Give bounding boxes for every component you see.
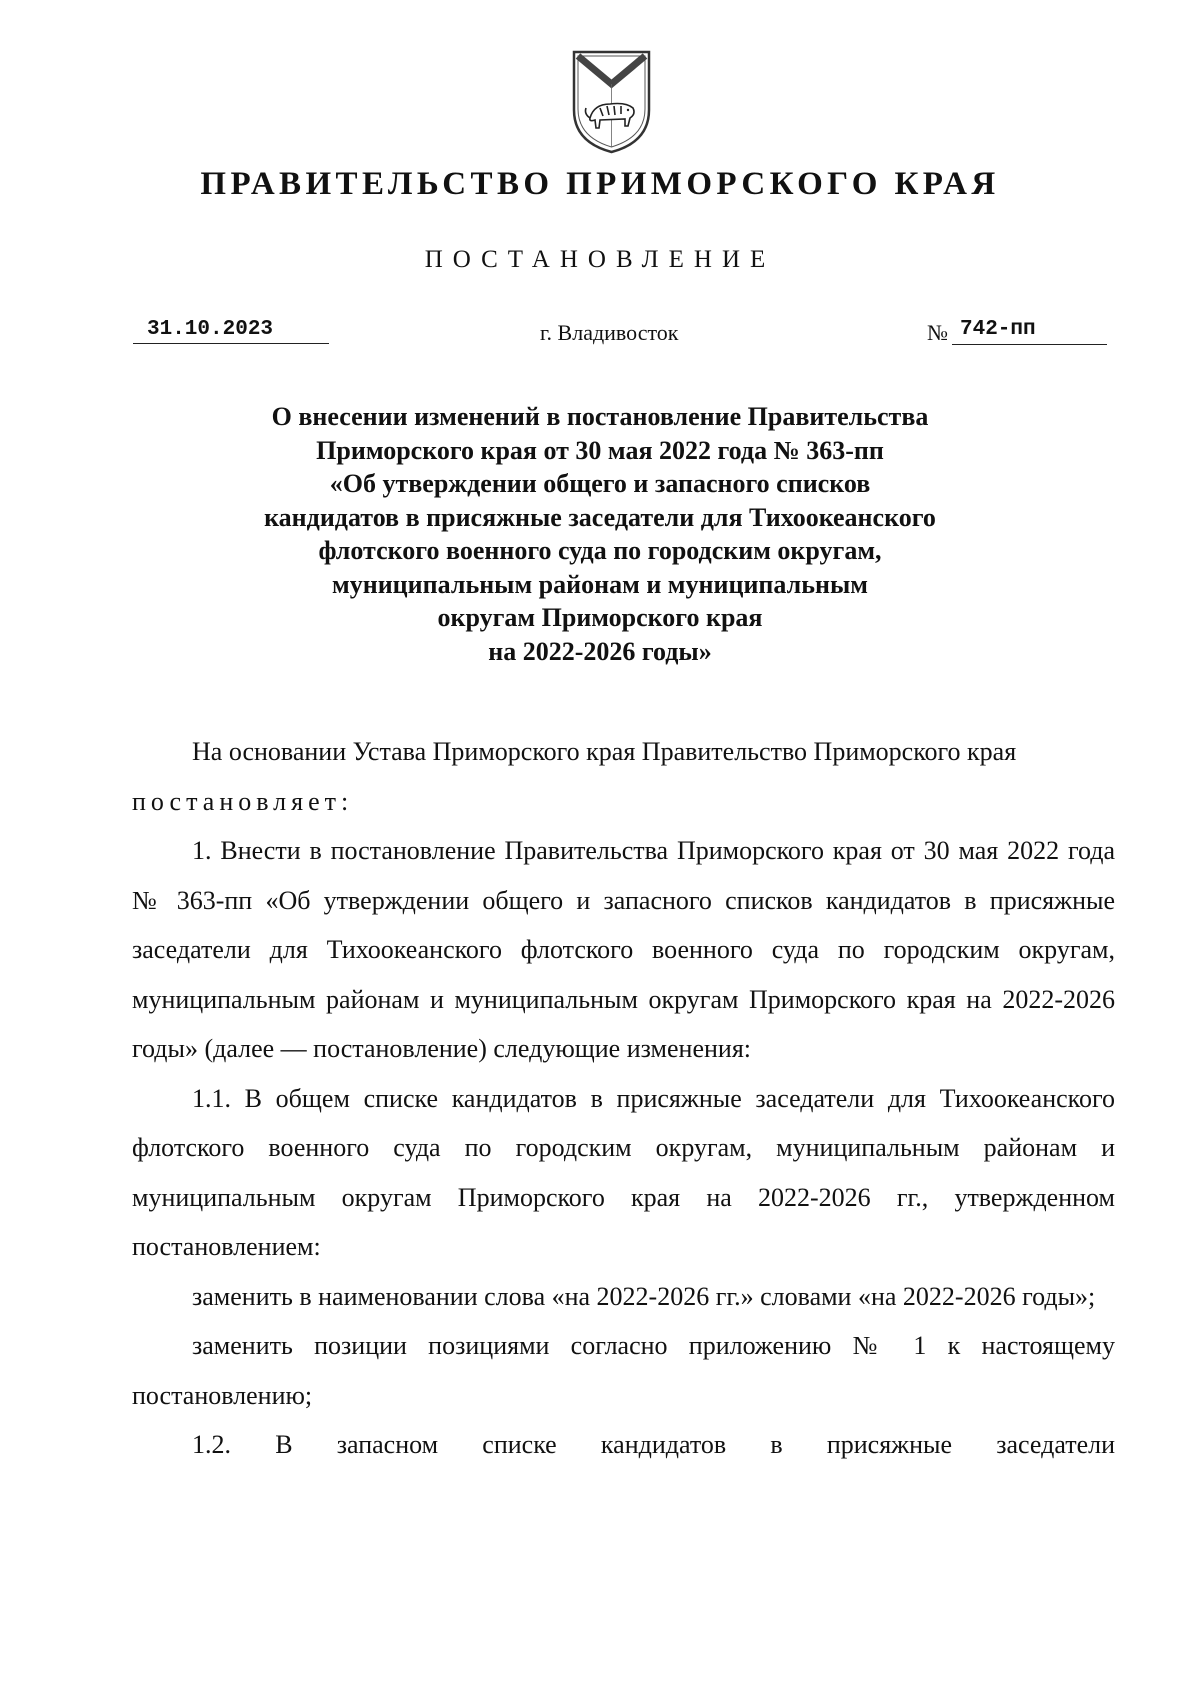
document-date: 31.10.2023: [147, 318, 274, 341]
heading-line: муниципальным районам и муниципальным: [332, 569, 868, 599]
body-paragraph: заменить в наименовании слова «на 2022-2026 гг.» словами «на 2022-2026 годы»;: [192, 1281, 1096, 1311]
document-body: [132, 727, 1115, 1470]
heading-line: округам Приморского края: [437, 603, 763, 632]
heading-line: флотского военного суда по городским округам,: [318, 536, 882, 565]
government-title: ПРАВИТЕЛЬСТВО ПРИМОРСКОГО КРАЯ: [200, 166, 1000, 202]
body-paragraph-item-1-2: 1.2. В запасном списке кандидатов в присяжные заседатели: [192, 1430, 1115, 1459]
body-paragraph-item-1-1: 1.1. В общем списке кандидатов в присяжные заседатели для Тихоокеанского флотского военного суда по городским округам, муниципальным районам и муниципальным округам Приморского края на 2022-2026 гг., утвержденном постановлением:: [132, 1083, 1115, 1261]
heading-line: на 2022-2026 годы»: [488, 636, 712, 666]
document-city: г. Владивосток: [540, 320, 679, 345]
primorsky-krai-coat-of-arms-icon: [570, 48, 653, 156]
body-paragraph-resolves: постановляет:: [132, 786, 354, 816]
body-paragraph-item-1: 1. Внести в постановление Правительства Приморского края от 30 мая 2022 года № 363-пп «Об утверждении общего и запасного списков кандидатов в присяжные заседатели для Тихоокеанского флотского военного суда по городским округам, муниципальным районам и муниципальным округам Приморского края на 2022-2026 годы» (далее — постановление) следующие изменения:: [132, 836, 1115, 1063]
number-underline: [952, 344, 1107, 345]
number-sign: №: [927, 320, 948, 345]
heading-line: О внесении изменений в постановление Правительства: [271, 402, 929, 431]
date-underline: [133, 343, 329, 344]
body-paragraph: На основании Устава Приморского края Правительство Приморского края: [192, 737, 1017, 766]
document-heading: [160, 400, 1040, 668]
heading-line: Приморского края от 30 мая 2022 года № 363-пп: [316, 435, 884, 465]
document-type: ПОСТАНОВЛЕНИЕ: [424, 246, 776, 273]
document-number: 742-пп: [960, 318, 1036, 341]
body-paragraph: заменить позиции позициями согласно приложению № 1 к настоящему постановлению;: [132, 1331, 1115, 1410]
heading-line: кандидатов в присяжные заседатели для Тихоокеанского: [264, 502, 936, 532]
heading-line: «Об утверждении общего и запасного списков: [329, 469, 871, 498]
